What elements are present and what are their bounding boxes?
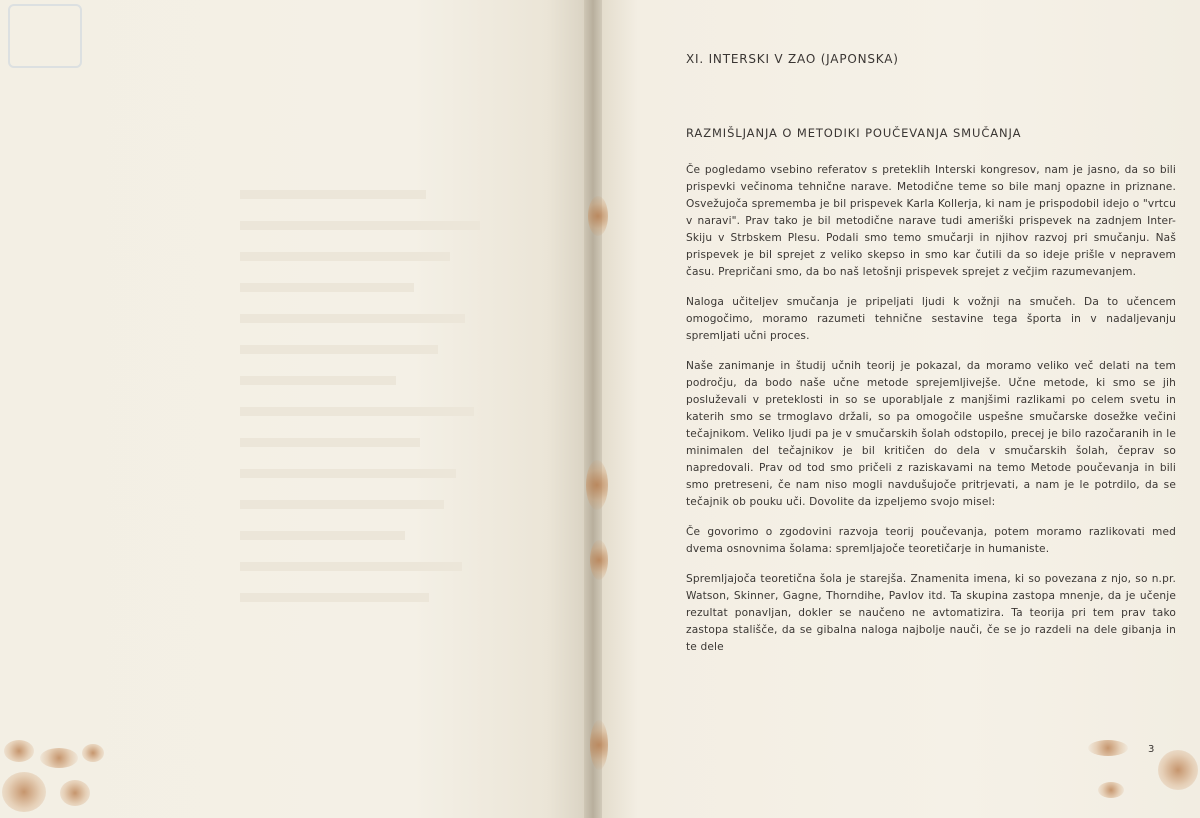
chapter-title: XI. INTERSKI V ZAO (JAPONSKA) [686,52,899,66]
foxing-stain [1098,782,1124,798]
left-page [0,0,588,818]
bleed-through-lines [240,190,540,624]
foxing-stain [1158,750,1198,790]
foxing-stain [60,780,90,806]
foxing-stain [2,772,46,812]
faded-stamp [8,4,82,68]
right-page-text [686,52,1176,669]
bleed-through-heading [460,120,560,138]
book-gutter [584,0,604,818]
foxing-stain [4,740,34,762]
foxing-stain [590,720,608,770]
foxing-stain [590,540,608,580]
foxing-stain [1088,740,1128,756]
foxing-stain [82,744,104,762]
page-number: 3 [1148,744,1155,755]
foxing-stain [588,196,608,236]
paragraph: Če govorimo o zgodovini razvoja teorij poučevanja, potem moramo razlikovati med dvema osnovnima šolama: spremljajoče teoretičarje in humaniste. [686,526,1176,555]
foxing-stain [40,748,78,768]
paragraph: Naloga učiteljev smučanja je pripeljati ljudi k vožnji na smučeh. Da to učencem omogočimo, moramo razumeti tehnične sestavine tega športa in v nadaljevanju spremljati učni proces. [686,296,1176,342]
paragraph: Naše zanimanje in študij učnih teorij je pokazal, da moramo veliko več delati na tem področju, da bodo naše učne metode sprejemljivejše. Učne metode, ki smo se jih posluževali v preteklosti in so se uporabljale z manjšimi razlikami po celem svetu in katerih smo se trmoglavo držali, so pa omogočile uspešne smučarske dosežke večini tečajnikom. Veliko ljudi pa je v smučarskih šolah odstopilo, precej je bilo razočaranih in le minimalen del tečajnikov je bil kritičen do dela v smučarskih šolah, čeprav so napredovali. Prav od tod smo pričeli z raziskavami na temo Metode poučevanja in bili smo pretreseni, če nam niso mogli navdušujoče pritrjevati, a nam je le potrdilo, da se tečajnik ob pouku uči. Dovolite da izpeljemo svojo misel: [686,360,1176,508]
article-title: RAZMIŠLJANJA O METODIKI POUČEVANJA SMUČANJA [686,126,1022,140]
foxing-stain [586,460,608,510]
paragraph: Spremljajoča teoretična šola je starejša. Znamenita imena, ki so povezana z njo, so n.pr. Watson, Skinner, Gagne, Thorndihe, Pavlov itd. Ta skupina zastopa mnenje, da je učenje rezultat ponavljan, dokler se naučeno ne avtomatizira. Ta teorija pri tem prav tako zastopa stališče, da se gibalna naloga najbolje nauči, če se jo razdeli na dele gibanja in te dele [686,573,1176,653]
paragraph: Če pogledamo vsebino referatov s preteklih Interski kongresov, nam je jasno, da so bili prispevki večinoma tehnične narave. Metodične teme so bile manj opazne in priznane. Osvežujoča sprememba je bil prispevek Karla Kollerja, ki nam je prispodobil idejo o "vrtcu v naravi". Prav tako je bil metodične narave tudi ameriški prispevek na zadnjem Inter-Skiju v Strbskem Plesu. Podali smo temo smučarji in njihov razvoj pri smučanju. Naš prispevek je bil sprejet z veliko skepso in smo kar čutili da so ideje prišle v nepravem času. Prepričani smo, da bo naš letošnji prispevek sprejet z večjim razumevanjem. [686,164,1176,278]
